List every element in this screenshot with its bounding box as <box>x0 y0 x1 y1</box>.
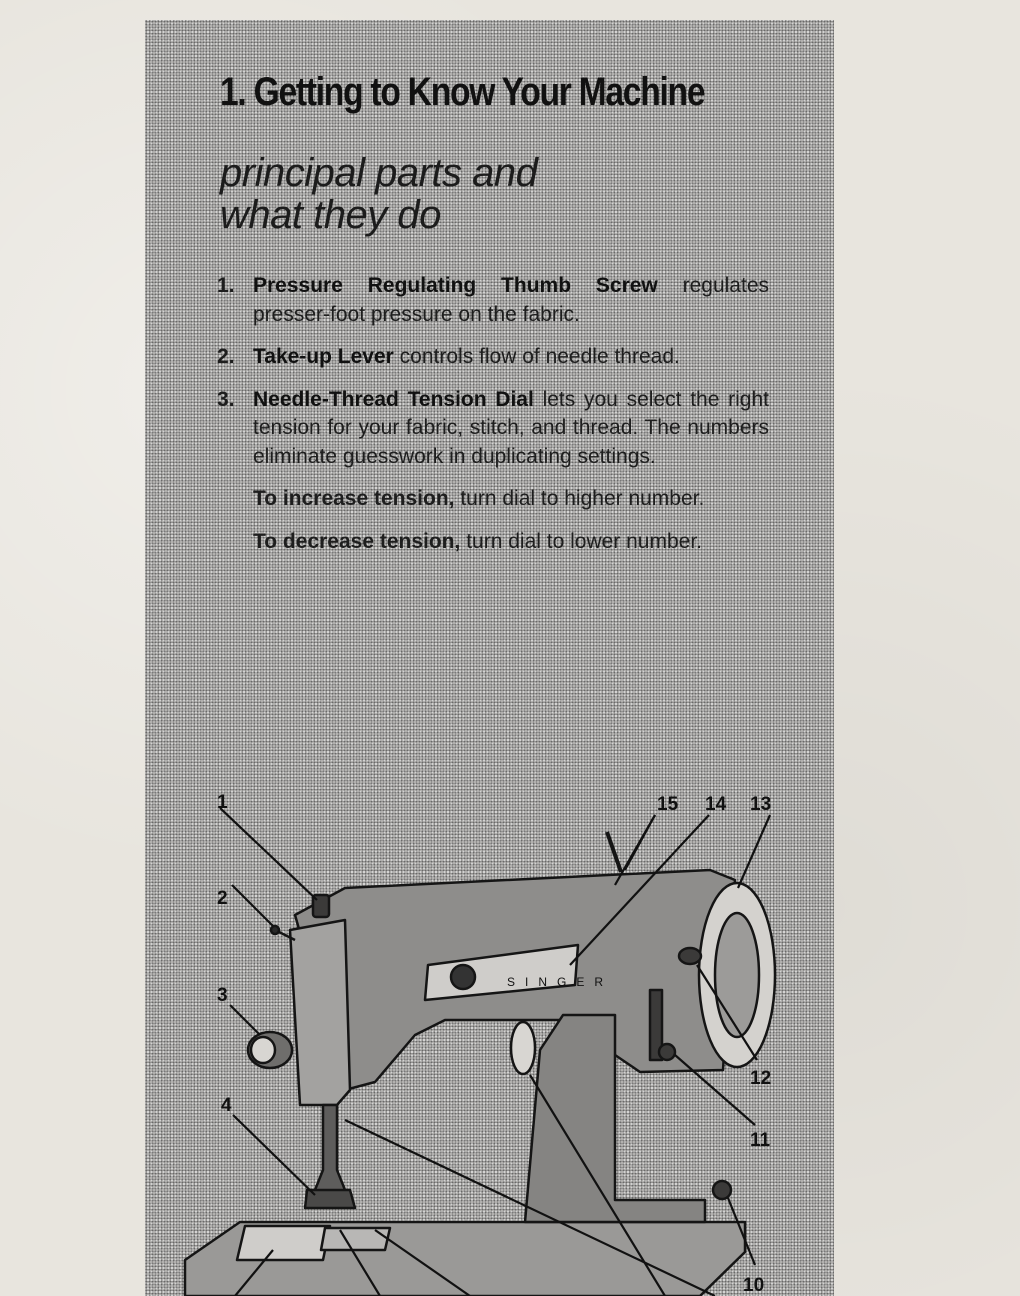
part-term: Take-up Lever <box>253 345 394 368</box>
spool-pin <box>607 832 621 872</box>
callout-14: 14 <box>705 794 727 815</box>
part-item-1 <box>217 272 769 329</box>
manual-panel <box>145 20 834 1296</box>
section-subtitle <box>220 152 680 236</box>
part-term: Needle-Thread Tension Dial <box>253 387 534 411</box>
logo-emblem <box>451 965 475 989</box>
callout-11: 11 <box>750 1130 771 1151</box>
part-description: regulates presser-foot pressure on the fabric. <box>253 274 769 326</box>
tension-term: To increase tension, <box>253 487 455 510</box>
tension-note-decrease <box>217 528 769 557</box>
callout-1: 1 <box>217 792 228 813</box>
machine-diagram <box>145 760 834 1296</box>
brand-label: SINGER <box>507 975 614 989</box>
part-term: Pressure Regulating Thumb Screw <box>253 274 658 297</box>
callout-10: 10 <box>743 1275 765 1296</box>
bobbin-winder <box>679 948 701 964</box>
part-item-2 <box>217 343 769 372</box>
callout-3: 3 <box>217 985 228 1006</box>
callout-2: 2 <box>217 888 228 909</box>
part-item-3 <box>217 386 769 472</box>
tension-term: To decrease tension, <box>253 529 461 553</box>
section-title: 1. Getting to Know Your Machine <box>220 70 705 114</box>
part-number: 2. <box>217 345 235 368</box>
sewing-machine-illustration <box>145 760 834 1296</box>
tension-note-increase <box>217 485 769 514</box>
subtitle-line-2: what they do <box>220 193 441 237</box>
part-description: lets you select the right tension for your fabric, stitch, and thread. The numbers eliminate guesswork in duplicating settings. <box>253 387 769 468</box>
presser-plate <box>321 1228 390 1250</box>
part-number: 3. <box>217 387 235 411</box>
part-number: 1. <box>217 274 235 297</box>
needle-bar <box>315 1105 345 1200</box>
callout-4: 4 <box>221 1095 232 1116</box>
thread-guide-knob <box>713 1181 731 1199</box>
feed-knob <box>511 1022 535 1074</box>
callout-13: 13 <box>750 794 772 815</box>
throat-plate <box>237 1226 330 1260</box>
parts-list <box>217 272 769 570</box>
callout-15: 15 <box>657 794 679 815</box>
tension-text: turn dial to lower number. <box>466 529 702 553</box>
machine-head <box>290 920 350 1105</box>
tension-text: turn dial to higher number. <box>460 487 705 510</box>
callout-12: 12 <box>750 1068 772 1089</box>
part-description: controls flow of needle thread. <box>399 345 680 368</box>
subtitle-line-1: principal parts and <box>220 151 538 195</box>
